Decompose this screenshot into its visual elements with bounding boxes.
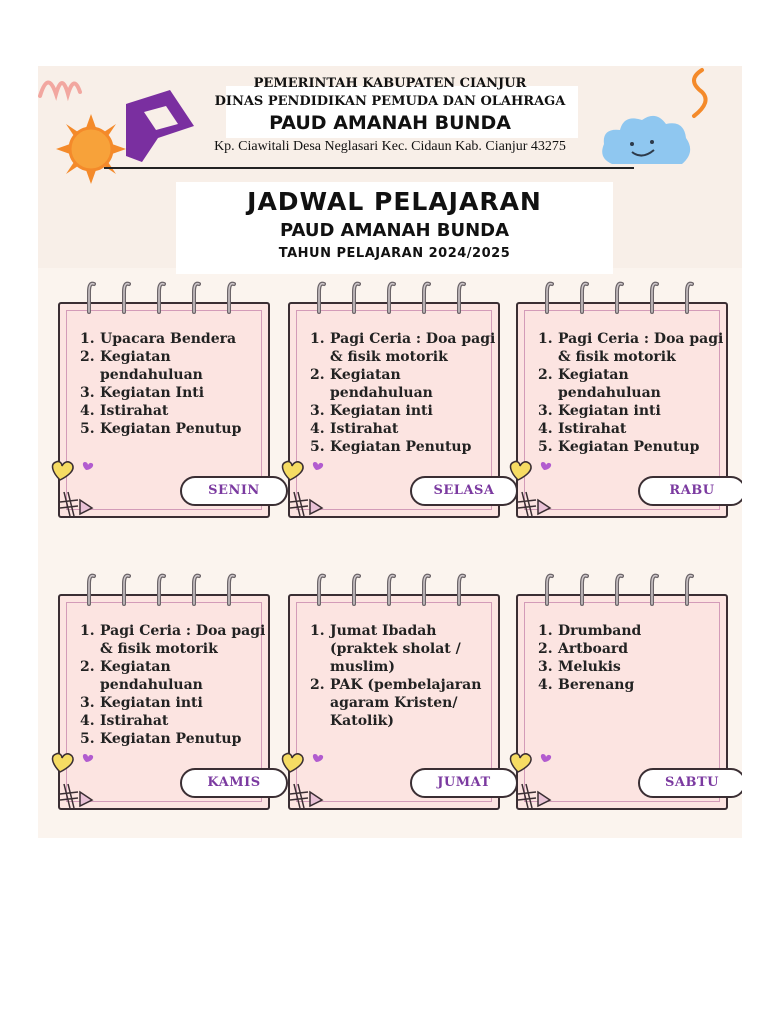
item-number: 1. bbox=[538, 623, 553, 639]
spiral-ring-icon bbox=[645, 572, 659, 606]
spiral-ring-icon bbox=[347, 280, 361, 314]
item-text: Istirahat bbox=[558, 421, 627, 437]
spiral-ring-icon bbox=[680, 280, 694, 314]
item-text: Kegiatan Inti bbox=[100, 385, 205, 401]
activity-list bbox=[310, 330, 500, 456]
day-card-senin bbox=[58, 280, 272, 525]
item-number: 5. bbox=[538, 439, 553, 455]
heart-doodle-icon bbox=[278, 750, 328, 812]
spiral-ring-icon bbox=[187, 572, 201, 606]
item-text: Drumband bbox=[558, 623, 642, 639]
spiral-ring-icon bbox=[312, 280, 326, 314]
heart-doodle-icon bbox=[506, 458, 556, 520]
list-item bbox=[310, 366, 500, 402]
item-text: Pagi Ceria : Doa pagi & fisik motorik bbox=[330, 331, 496, 365]
item-number: 2. bbox=[80, 659, 95, 675]
spiral-ring-icon bbox=[222, 572, 236, 606]
spiral-ring-icon bbox=[152, 572, 166, 606]
spiral-ring-icon bbox=[82, 572, 96, 606]
list-item bbox=[310, 330, 500, 366]
list-item bbox=[310, 676, 500, 730]
item-text: PAK (pembelajaran agaram Kristen/ Katolik) bbox=[330, 677, 482, 729]
government-line: PEMERINTAH KABUPATEN CIANJUR bbox=[253, 76, 527, 91]
schedule-poster bbox=[38, 66, 742, 838]
spiral-ring-icon bbox=[82, 280, 96, 314]
spiral-ring-icon bbox=[645, 280, 659, 314]
item-text: Kegiatan inti bbox=[100, 695, 203, 711]
list-item bbox=[80, 402, 270, 420]
school-address: Kp. Ciawitali Desa Neglasari Kec. Cidaun Kab. Cianjur 43275 bbox=[214, 139, 566, 154]
item-text: Kegiatan Penutup bbox=[558, 439, 700, 455]
day-label-rabu: RABU bbox=[638, 476, 742, 506]
academic-year: TAHUN PELAJARAN 2024/2025 bbox=[278, 246, 511, 261]
department-line: DINAS PENDIDIKAN PEMUDA DAN OLAHRAGA bbox=[214, 94, 566, 109]
item-text: Kegiatan pendahuluan bbox=[558, 367, 661, 401]
list-item bbox=[80, 730, 270, 748]
item-number: 2. bbox=[538, 367, 553, 383]
list-item bbox=[80, 694, 270, 712]
item-number: 3. bbox=[80, 385, 95, 401]
list-item bbox=[80, 330, 270, 348]
list-item bbox=[310, 438, 500, 456]
item-number: 1. bbox=[80, 331, 95, 347]
list-item bbox=[538, 438, 728, 456]
list-item bbox=[80, 384, 270, 402]
list-item bbox=[538, 402, 728, 420]
item-number: 4. bbox=[80, 403, 95, 419]
day-card-jumat bbox=[288, 572, 502, 817]
school-name: PAUD AMANAH BUNDA bbox=[269, 112, 511, 134]
spiral-ring-icon bbox=[417, 280, 431, 314]
list-item bbox=[310, 420, 500, 438]
item-number: 5. bbox=[80, 731, 95, 747]
activity-list bbox=[538, 330, 728, 456]
spiral-ring-icon bbox=[610, 280, 624, 314]
list-item bbox=[310, 402, 500, 420]
list-item bbox=[538, 330, 728, 366]
list-item bbox=[80, 622, 270, 658]
day-card-sabtu bbox=[516, 572, 730, 817]
item-text: Melukis bbox=[558, 659, 621, 675]
day-card-selasa bbox=[288, 280, 502, 525]
list-item bbox=[310, 622, 500, 676]
item-text: Kegiatan pendahuluan bbox=[330, 367, 433, 401]
item-number: 1. bbox=[80, 623, 95, 639]
item-text: Jumat Ibadah (praktek sholat / muslim) bbox=[330, 623, 461, 675]
title-school-name: PAUD AMANAH BUNDA bbox=[279, 220, 510, 241]
item-text: Kegiatan pendahuluan bbox=[100, 349, 203, 383]
spiral-rings bbox=[540, 572, 710, 612]
title-box bbox=[176, 182, 613, 274]
heart-doodle-icon bbox=[506, 750, 556, 812]
heart-doodle-icon bbox=[48, 750, 98, 812]
item-number: 2. bbox=[80, 349, 95, 365]
item-text: Istirahat bbox=[100, 403, 169, 419]
item-number: 3. bbox=[310, 403, 325, 419]
list-item bbox=[80, 712, 270, 730]
item-text: Upacara Bendera bbox=[100, 331, 237, 347]
spiral-rings bbox=[312, 280, 482, 320]
item-text: Kegiatan Penutup bbox=[100, 421, 242, 437]
item-number: 4. bbox=[538, 421, 553, 437]
activity-list bbox=[80, 622, 270, 748]
item-text: Kegiatan inti bbox=[330, 403, 433, 419]
item-number: 3. bbox=[80, 695, 95, 711]
item-text: Artboard bbox=[558, 641, 629, 657]
day-label-sabtu: SABTU bbox=[638, 768, 742, 798]
heart-doodle-icon bbox=[48, 458, 98, 520]
item-number: 1. bbox=[310, 331, 325, 347]
day-label-kamis: KAMIS bbox=[180, 768, 288, 798]
item-number: 1. bbox=[310, 623, 325, 639]
item-number: 5. bbox=[310, 439, 325, 455]
item-number: 2. bbox=[310, 367, 325, 383]
list-item bbox=[538, 366, 728, 402]
list-item bbox=[538, 676, 728, 694]
item-number: 1. bbox=[538, 331, 553, 347]
item-number: 3. bbox=[538, 659, 553, 675]
item-text: Istirahat bbox=[330, 421, 399, 437]
activity-list bbox=[80, 330, 270, 438]
day-label-senin: SENIN bbox=[180, 476, 288, 506]
spiral-ring-icon bbox=[382, 280, 396, 314]
spiral-ring-icon bbox=[610, 572, 624, 606]
item-text: Pagi Ceria : Doa pagi & fisik motorik bbox=[558, 331, 724, 365]
spiral-ring-icon bbox=[540, 280, 554, 314]
list-item bbox=[538, 420, 728, 438]
spiral-ring-icon bbox=[680, 572, 694, 606]
spiral-ring-icon bbox=[575, 280, 589, 314]
spiral-ring-icon bbox=[347, 572, 361, 606]
item-text: Kegiatan Penutup bbox=[100, 731, 242, 747]
list-item bbox=[538, 640, 728, 658]
spiral-rings bbox=[82, 280, 252, 320]
spiral-ring-icon bbox=[312, 572, 326, 606]
spiral-ring-icon bbox=[222, 280, 236, 314]
spiral-ring-icon bbox=[452, 280, 466, 314]
spiral-rings bbox=[82, 572, 252, 612]
item-text: Istirahat bbox=[100, 713, 169, 729]
item-number: 4. bbox=[310, 421, 325, 437]
item-text: Pagi Ceria : Doa pagi & fisik motorik bbox=[100, 623, 266, 657]
item-text: Kegiatan inti bbox=[558, 403, 661, 419]
spiral-rings bbox=[312, 572, 482, 612]
item-number: 4. bbox=[80, 713, 95, 729]
activity-list bbox=[538, 622, 728, 694]
list-item bbox=[80, 420, 270, 438]
heart-doodle-icon bbox=[278, 458, 328, 520]
spiral-ring-icon bbox=[417, 572, 431, 606]
list-item bbox=[80, 658, 270, 694]
item-text: Berenang bbox=[558, 677, 635, 693]
page-title: JADWAL PELAJARAN bbox=[247, 187, 542, 216]
letterhead bbox=[38, 66, 742, 186]
item-number: 2. bbox=[538, 641, 553, 657]
item-text: Kegiatan Penutup bbox=[330, 439, 472, 455]
list-item bbox=[538, 658, 728, 676]
item-number: 3. bbox=[538, 403, 553, 419]
item-number: 2. bbox=[310, 677, 325, 693]
spiral-ring-icon bbox=[117, 280, 131, 314]
day-label-selasa: SELASA bbox=[410, 476, 518, 506]
list-item bbox=[538, 622, 728, 640]
header-divider bbox=[104, 167, 634, 169]
spiral-rings bbox=[540, 280, 710, 320]
item-number: 5. bbox=[80, 421, 95, 437]
spiral-ring-icon bbox=[382, 572, 396, 606]
day-label-jumat: JUMAT bbox=[410, 768, 518, 798]
day-card-rabu bbox=[516, 280, 730, 525]
list-item bbox=[80, 348, 270, 384]
spiral-ring-icon bbox=[575, 572, 589, 606]
activity-list bbox=[310, 622, 500, 730]
item-number: 4. bbox=[538, 677, 553, 693]
spiral-ring-icon bbox=[187, 280, 201, 314]
spiral-ring-icon bbox=[452, 572, 466, 606]
spiral-ring-icon bbox=[117, 572, 131, 606]
spiral-ring-icon bbox=[152, 280, 166, 314]
spiral-ring-icon bbox=[540, 572, 554, 606]
day-card-kamis bbox=[58, 572, 272, 817]
item-text: Kegiatan pendahuluan bbox=[100, 659, 203, 693]
